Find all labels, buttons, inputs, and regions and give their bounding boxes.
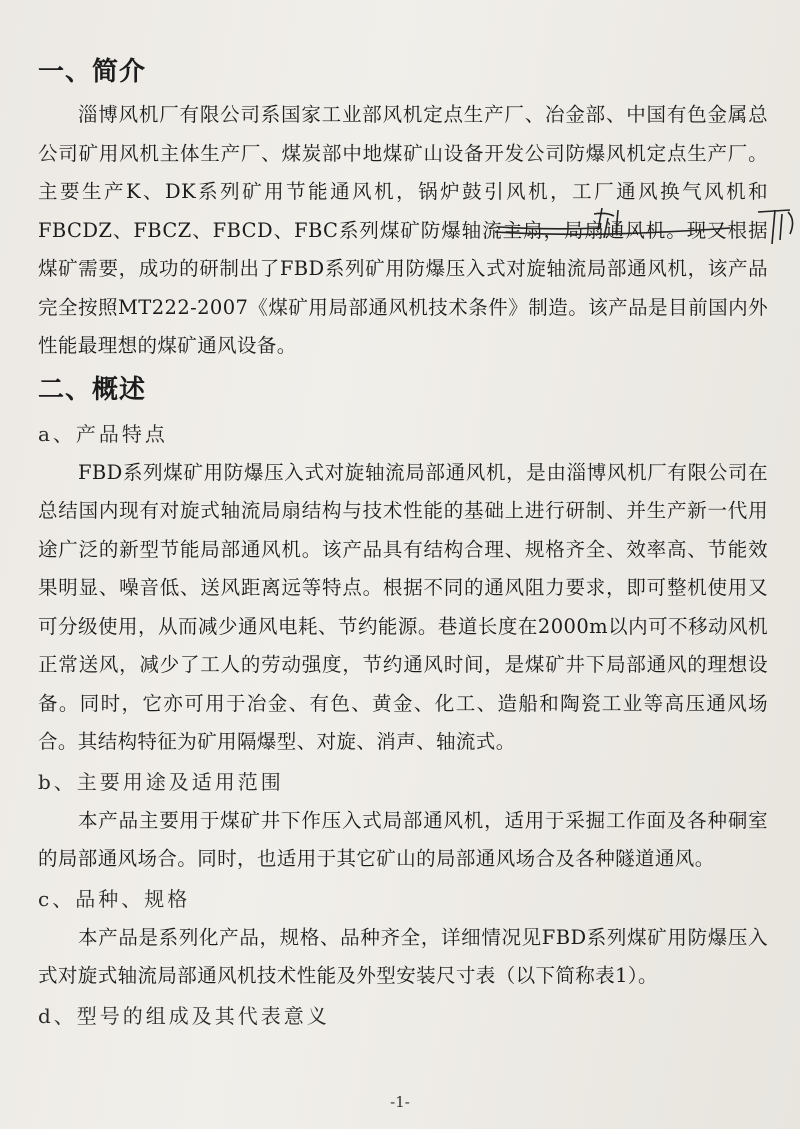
subheading-usage: b、主要用途及适用范围 bbox=[38, 769, 284, 794]
section-heading-overview: 二、概述 bbox=[38, 374, 147, 405]
usage-paragraph: 本产品主要用于煤矿井下作压入式局部通风机，适用于采掘工作面及各种硐室的局部通风场合。同时，也适用于其它矿山的局部通风场合及各种隧道通风。 bbox=[38, 808, 768, 870]
handwritten-strikethrough bbox=[490, 200, 800, 250]
subheading-specs: c、品种、规格 bbox=[38, 886, 191, 911]
section-heading-intro: 一、简介 bbox=[38, 57, 147, 87]
specs-paragraph: 本产品是系列化产品，规格、品种齐全，详细情况见FBD系列煤矿用防爆压入式对旋式轴流局部通风机技术性能及外型安装尺寸表（以下简称表1）。 bbox=[38, 925, 768, 987]
subheading-model: d、型号的组成及其代表意义 bbox=[38, 1003, 330, 1028]
subheading-features: a、产品特点 bbox=[38, 421, 168, 446]
page-number: -1- bbox=[390, 1093, 410, 1111]
intro-paragraph: 淄博风机厂有限公司系国家工业部风机定点生产厂、冶金部、中国有色金属总公司矿用风机主体生产厂、煤炭部中地煤矿山设备开发公司防爆风机定点生产厂。主要生产K、DK系列矿用节能通风机，锅炉鼓引风机，工厂通风换气风机和FBCDZ、FBCZ、FBCD、FBC系列煤矿防爆轴流主扇，局扇通风机。现又根据煤矿需要，成功的研制出了FBD系列矿用防爆压入式对旋轴流局部通风机，该产品完全按照MT222-2007《煤矿用局部通风机技术条件》制造。该产品是目前国内外性能最理想的煤矿通风设备。 bbox=[38, 103, 768, 357]
features-paragraph: FBD系列煤矿用防爆压入式对旋轴流局部通风机，是由淄博风机厂有限公司在总结国内现有对旋式轴流局扇结构与技术性能的基础上进行研制、并生产新一代用途广泛的新型节能局部通风机。该产品具有结构合理、规格齐全、效率高、节能效果明显、噪音低、送风距离远等特点。根据不同的通风阻力要求，即可整机使用又可分级使用，从而减少通风电耗、节约能源。巷道长度在2000m以内可不移动风机正常送风，减少了工人的劳动强度，节约通风时间，是煤矿井下局部通风的理想设备。同时，它亦可用于冶金、有色、黄金、化工、造船和陶瓷工业等高压通风场合。其结构特征为矿用隔爆型、对旋、消声、轴流式。 bbox=[38, 460, 768, 753]
